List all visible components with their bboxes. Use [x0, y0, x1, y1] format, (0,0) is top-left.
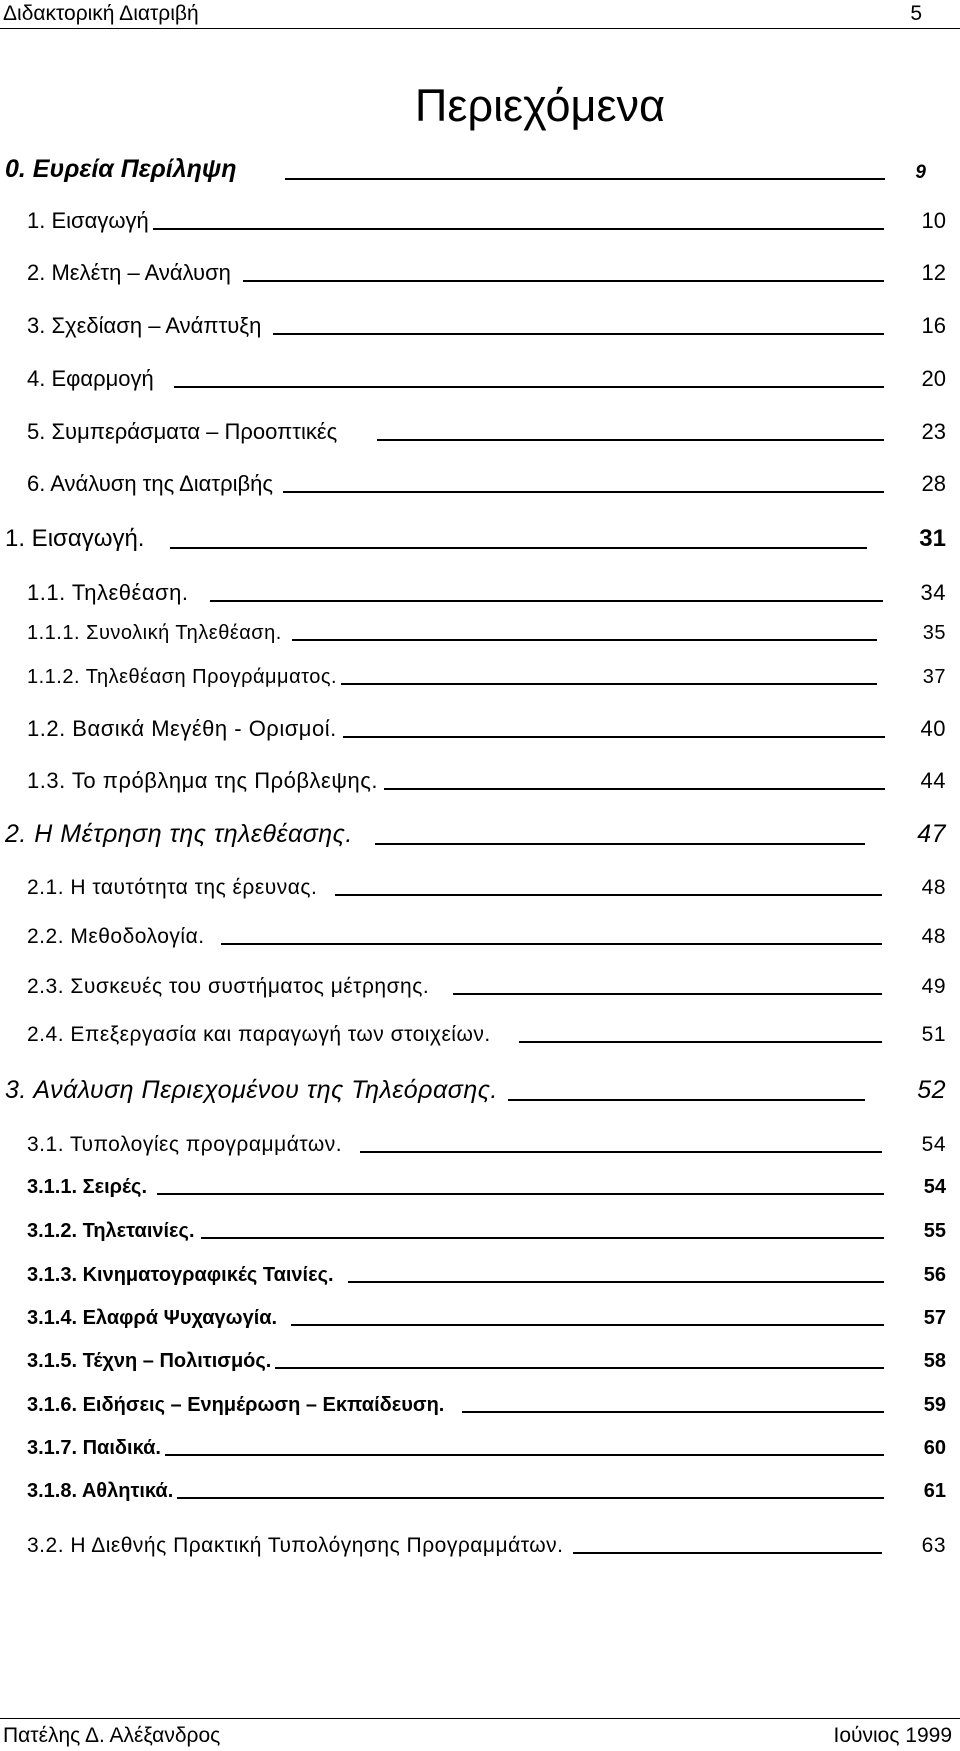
toc-entry[interactable]	[27, 313, 946, 339]
footer-date: Ιούνιος 1999	[833, 1724, 952, 1747]
toc-entry-page: 54	[921, 1133, 946, 1156]
toc-leader-line	[292, 639, 877, 641]
toc-entry-label: 3.1.3. Κινηματογραφικές Ταινίες.	[27, 1264, 334, 1286]
toc-entry-label: 2.2. Μεθοδολογία.	[27, 925, 205, 948]
toc-entry-label: 1. Εισαγωγή.	[5, 525, 145, 552]
toc-leader-line	[275, 1367, 883, 1369]
toc-entry-label: 3.1.5. Τέχνη – Πολιτισμός.	[27, 1350, 272, 1372]
toc-entry[interactable]	[27, 1023, 946, 1047]
toc-entry[interactable]	[27, 1480, 946, 1503]
toc-entry-page: 31	[919, 525, 946, 552]
toc-leader-line	[165, 1454, 884, 1456]
toc-entry-label: 1.3. Το πρόβλημα της Πρόβλεψης.	[27, 768, 378, 793]
toc-entry[interactable]	[27, 1394, 946, 1417]
toc-entry-page: 44	[920, 768, 946, 793]
toc-entry-page: 58	[923, 1350, 946, 1372]
toc-entry-page: 16	[921, 313, 946, 338]
toc-entry-page: 12	[921, 260, 946, 285]
toc-entry-label: 6. Ανάλυση της Διατριβής	[27, 471, 273, 496]
toc-entry[interactable]	[27, 716, 946, 742]
toc-entry-label: 3.1.6. Ειδήσεις – Ενημέρωση – Εκπαίδευση.	[27, 1394, 445, 1416]
toc-entry-page: 34	[920, 580, 946, 605]
toc-leader-line	[170, 547, 867, 549]
toc-entry[interactable]	[27, 580, 946, 606]
toc-entry-page: 59	[923, 1394, 946, 1416]
toc-entry-page: 56	[923, 1264, 946, 1286]
toc-entry[interactable]	[27, 876, 946, 900]
toc-entry[interactable]	[27, 471, 946, 497]
toc-leader-line	[384, 788, 885, 790]
toc-entry-label: 2.4. Επεξεργασία και παραγωγή των στοιχείων.	[27, 1023, 491, 1046]
toc-entry-page: 57	[923, 1307, 946, 1329]
toc-entry-label: 3.1.2. Τηλεταινίες.	[27, 1220, 195, 1242]
toc-entry[interactable]	[5, 525, 946, 553]
toc-entry-label: 0. Ευρεία Περίληψη	[5, 155, 237, 183]
toc-leader-line	[377, 439, 883, 441]
toc-entry-page: 52	[917, 1076, 946, 1104]
toc-entry[interactable]	[27, 208, 946, 234]
toc-entry[interactable]	[27, 1176, 946, 1199]
header-page-number: 5	[910, 2, 922, 25]
toc-entry-page: 9	[915, 162, 926, 183]
toc-entry[interactable]	[5, 155, 926, 184]
toc-entry-page: 61	[923, 1480, 946, 1502]
toc-entry-label: 3.1.1. Σειρές.	[27, 1176, 147, 1198]
toc-entry[interactable]	[27, 419, 946, 445]
toc-entry-page: 63	[921, 1534, 946, 1557]
toc-leader-line	[291, 1324, 884, 1326]
toc-entry-page: 23	[921, 419, 946, 444]
toc-leader-line	[375, 843, 865, 845]
toc-entry-label: 3.1.7. Παιδικά.	[27, 1437, 161, 1459]
toc-entry-page: 10	[921, 208, 946, 233]
toc-entry[interactable]	[27, 622, 946, 645]
toc-entry[interactable]	[27, 1350, 946, 1373]
toc-entry-label: 1. Εισαγωγή	[27, 208, 149, 233]
toc-entry-label: 3.2. Η Διεθνής Πρακτική Τυπολόγησης Προγραμμάτων.	[27, 1534, 564, 1557]
toc-entry[interactable]	[27, 666, 946, 689]
toc-leader-line	[341, 683, 877, 685]
toc-entry-page: 60	[923, 1437, 946, 1459]
toc-leader-line	[283, 491, 884, 493]
toc-entry-label: 1.1. Τηλεθέαση.	[27, 580, 189, 605]
toc-entry[interactable]	[27, 1307, 946, 1330]
toc-leader-line	[285, 178, 886, 180]
toc-entry-page: 51	[921, 1023, 946, 1046]
toc-leader-line	[348, 1281, 884, 1283]
toc-entry-page: 49	[921, 975, 946, 998]
toc-entry[interactable]	[27, 1437, 946, 1460]
toc-entry-label: 3. Ανάλυση Περιεχομένου της Τηλεόρασης.	[5, 1076, 498, 1104]
toc-entry-page: 47	[917, 820, 946, 848]
toc-leader-line	[343, 736, 885, 738]
toc-entry-label: 3.1.8. Αθλητικά.	[27, 1480, 174, 1502]
footer-author: Πατέλης Δ. Αλέξανδρος	[3, 1724, 221, 1747]
toc-leader-line	[157, 1193, 884, 1195]
toc-entry[interactable]	[27, 975, 946, 999]
toc-entry-label: 5. Συμπεράσματα – Προοπτικές	[27, 419, 338, 444]
toc-entry[interactable]	[27, 1220, 946, 1243]
toc-leader-line	[210, 600, 882, 602]
toc-leader-line	[177, 1497, 883, 1499]
toc-leader-line	[153, 228, 884, 230]
toc-leader-line	[360, 1151, 882, 1153]
toc-entry[interactable]	[27, 768, 946, 794]
toc-entry-page: 48	[921, 925, 946, 948]
toc-entry-label: 1.2. Βασικά Μεγέθη - Ορισμοί.	[27, 716, 337, 741]
header-title: Διδακτορική Διατριβή	[3, 2, 199, 25]
toc-entry-label: 2. Μελέτη – Ανάλυση	[27, 260, 231, 285]
toc-title: Περιεχόμενα	[414, 80, 666, 131]
toc-leader-line	[519, 1041, 882, 1043]
toc-entry-label: 1.1.1. Συνολική Τηλεθέαση.	[27, 622, 282, 644]
toc-entry-label: 4. Εφαρμογή	[27, 366, 154, 391]
toc-leader-line	[273, 333, 883, 335]
toc-leader-line	[508, 1099, 865, 1101]
toc-entry-page: 35	[922, 622, 946, 644]
toc-leader-line	[335, 894, 881, 896]
toc-entry-label: 2.1. Η ταυτότητα της έρευνας.	[27, 876, 318, 899]
toc-entry-label: 3.1. Τυπολογίες προγραμμάτων.	[27, 1133, 343, 1156]
toc-leader-line	[201, 1237, 884, 1239]
toc-entry-page: 37	[922, 666, 946, 688]
toc-leader-line	[174, 386, 884, 388]
toc-entry-label: 3.1.4. Ελαφρά Ψυχαγωγία.	[27, 1307, 278, 1329]
toc-leader-line	[462, 1411, 883, 1413]
toc-entry-page: 28	[921, 471, 946, 496]
toc-entry[interactable]	[27, 1133, 946, 1157]
toc-entry[interactable]	[27, 260, 946, 286]
toc-entry-page: 55	[923, 1220, 946, 1242]
toc-leader-line	[453, 993, 881, 995]
toc-entry[interactable]	[27, 1264, 946, 1287]
page-footer	[0, 1718, 960, 1751]
toc-entry-label: 1.1.2. Τηλεθέαση Προγράμματος.	[27, 666, 338, 688]
toc-entry-page: 48	[921, 876, 946, 899]
toc-entry-label: 2.3. Συσκευές του συστήματος μέτρησης.	[27, 975, 430, 998]
toc-entry-label: 3. Σχεδίαση – Ανάπτυξη	[27, 313, 262, 338]
toc-entry-page: 40	[920, 716, 946, 741]
toc-entry[interactable]	[27, 1534, 946, 1558]
toc-entry[interactable]	[27, 925, 946, 949]
toc-entry-label: 2. Η Μέτρηση της τηλεθέασης.	[5, 820, 353, 848]
toc-entry[interactable]	[5, 820, 946, 849]
toc-leader-line	[221, 943, 882, 945]
toc-entry-page: 20	[921, 366, 946, 391]
toc-entry-page: 54	[923, 1176, 946, 1198]
toc-entry[interactable]	[27, 366, 946, 392]
toc-entry[interactable]	[5, 1076, 946, 1105]
toc-leader-line	[573, 1552, 881, 1554]
toc-leader-line	[243, 280, 884, 282]
